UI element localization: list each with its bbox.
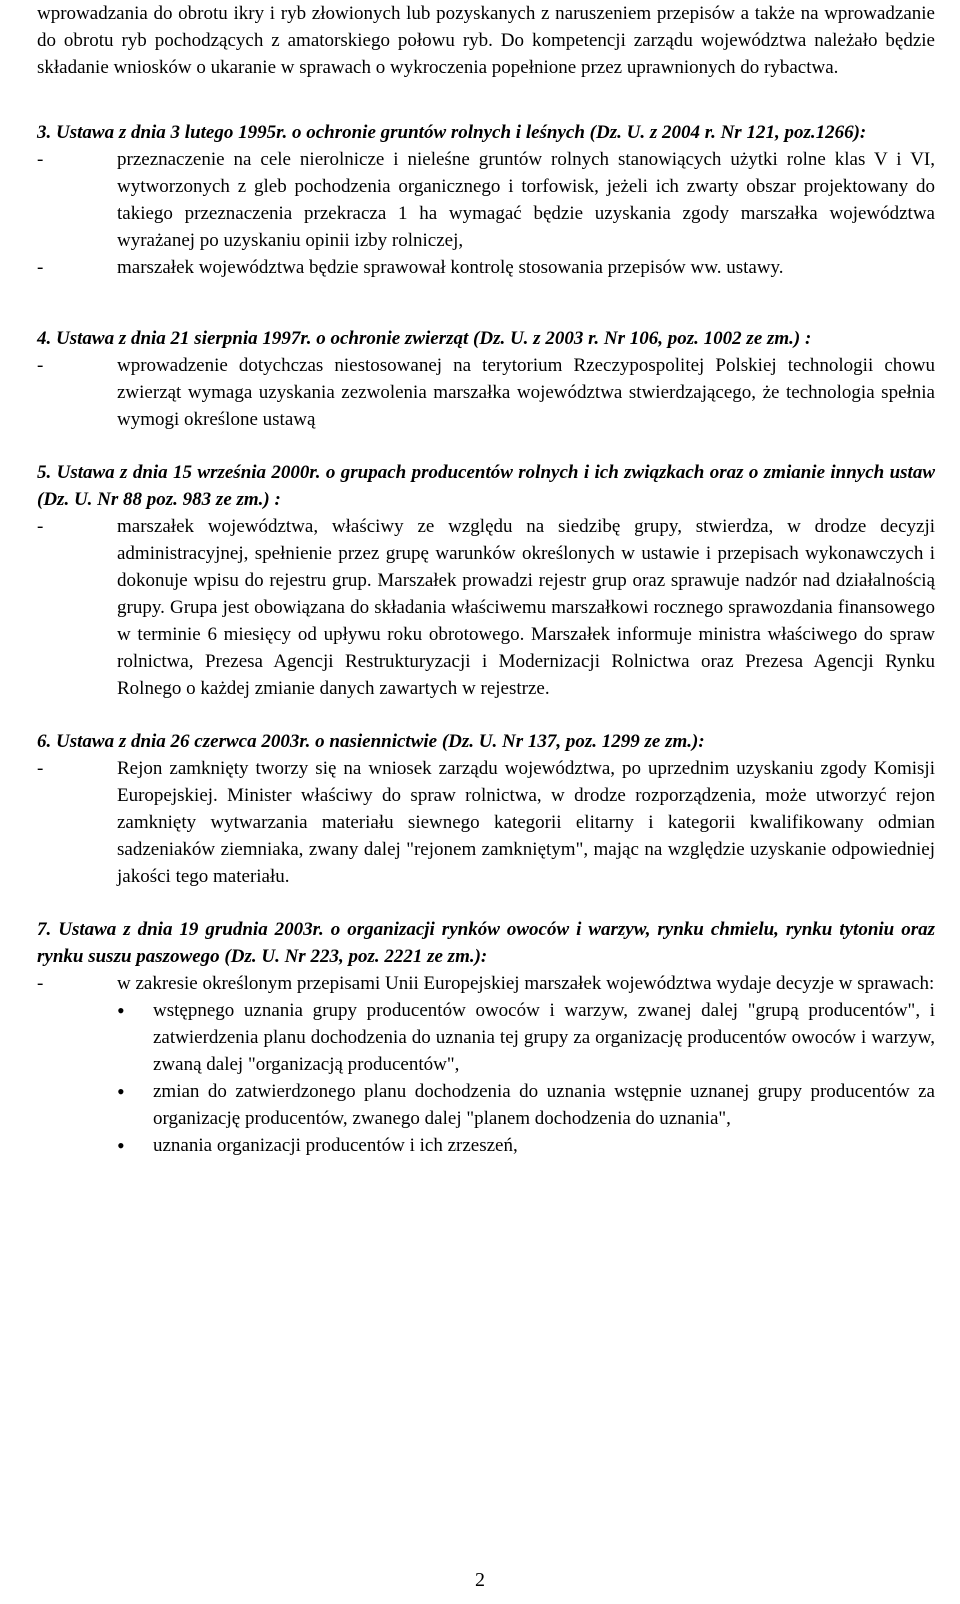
dash-marker: - (37, 257, 44, 278)
section-3-heading: 3. Ustawa z dnia 3 lutego 1995r. o ochronie gruntów rolnych i leśnych (Dz. U. z 2004 r. Nr 121, poz.1266): (37, 122, 867, 143)
section-5-heading: 5. Ustawa z dnia 15 września 2000r. o grupach producentów rolnych i ich związkach oraz o zmianie innych ustaw (Dz. U. Nr 88 poz. 983 ze zm.) : (37, 462, 935, 510)
list-item-text: w zakresie określonym przepisami Unii Europejskiej marszałek województwa wydaje decyzje w sprawach: (117, 973, 935, 994)
list-item (37, 254, 935, 281)
section-5 (37, 459, 935, 702)
bullet-marker: • (117, 1133, 125, 1158)
section-3 (37, 119, 935, 281)
list-item-text: przeznaczenie na cele nierolnicze i nieleśne gruntów rolnych stanowiących użytki rolne klas V i VI, wytworzonych z gleb pochodzenia organicznego i torfowisk, jeżeli ich zwarty obszar projektowany do takiego przeznaczenia przekracza 1 ha wymagać będzie uzyskania zgody marszałka województwa wyrażanej po uzyskaniu opinii izby rolniczej, (117, 149, 935, 251)
bullet-item-text: zmian do zatwierdzonego planu dochodzenia do uznania wstępnie uznanej grupy producentów za organizację producentów, zwanego dalej "planem dochodzenia do uznania", (153, 1081, 935, 1129)
list-item (37, 146, 935, 254)
list-item-text: marszałek województwa, właściwy ze względu na siedzibę grupy, stwierdza, w drodze decyzji administracyjnej, spełnienie przez grupę warunków określonych w ustawie i przepisach wykonawczych i dokonuje wpisu do rejestru grup. Marszałek prowadzi rejestr grup oraz sprawuje nadzór nad działalnością grupy. Grupa jest obowiązana do składania właściwemu marszałkowi rocznego sprawozdania finansowego w terminie 6 miesięcy od upływu roku obrotowego. Marszałek informuje ministra właściwego do spraw rolnictwa, Prezesa Agencji Restrukturyzacji i Modernizacji Rolnictwa oraz Prezesa Agencji Rynku Rolnego o każdej zmianie danych zawartych w rejestrze. (117, 516, 935, 699)
dash-marker: - (37, 355, 44, 376)
intro-paragraph: wprowadzania do obrotu ikry i ryb złowionych lub pozyskanych z naruszeniem przepisów a także na wprowadzanie do obrotu ryb pochodzących z amatorskiego połowu ryb. Do kompetencji zarządu województwa należało będzie składanie wniosków o ukaranie w sprawach o wykroczenia popełnione przez uprawnionych do rybactwa. (37, 3, 935, 78)
bullet-item-text: wstępnego uznania grupy producentów owoców i warzyw, zwanej dalej "grupą producentów", i zatwierdzenia planu dochodzenia do uznania tej grupy za organizację producentów owoców i warzyw, zwaną dalej "organizacją producentów", (153, 1000, 935, 1075)
list-item-text: wprowadzenie dotychczas niestosowanej na terytorium Rzeczypospolitej Polskiej technologii chowu zwierząt wymaga uzyskania zezwolenia marszałka województwa stwierdzającego, że technologia spełnia wymogi określone ustawą (117, 355, 935, 430)
section-7 (37, 916, 935, 1159)
list-item-text: marszałek województwa będzie sprawował kontrolę stosowania przepisów ww. ustawy. (117, 257, 784, 278)
bullet-marker: • (117, 1079, 125, 1104)
section-4 (37, 325, 935, 433)
section-6-heading: 6. Ustawa z dnia 26 czerwca 2003r. o nasiennictwie (Dz. U. Nr 137, poz. 1299 ze zm.): (37, 731, 705, 752)
dash-marker: - (37, 149, 44, 170)
dash-marker: - (37, 973, 44, 994)
dash-marker: - (37, 516, 44, 537)
bullet-marker: • (117, 998, 125, 1023)
bullet-item (37, 1078, 935, 1132)
list-item (37, 513, 935, 702)
list-item-text: Rejon zamknięty tworzy się na wniosek zarządu województwa, po uprzednim uzyskaniu zgody Komisji Europejskiej. Minister właściwy do spraw rolnictwa, w drodze rozporządzenia, może utworzyć rejon zamknięty wytwarzania materiału siewnego kategorii elitarny i kategorii kwalifikowany odmian sadzeniaków ziemniaka, zwany dalej "rejonem zamkniętym", mając na względzie uzyskanie odpowiedniej jakości tego materiału. (117, 758, 935, 887)
bullet-item (37, 1132, 935, 1159)
list-item (37, 352, 935, 433)
page-number: 2 (475, 1569, 485, 1591)
section-6 (37, 728, 935, 890)
section-4-heading: 4. Ustawa z dnia 21 sierpnia 1997r. o ochronie zwierząt (Dz. U. z 2003 r. Nr 106, poz. 1002 ze zm.) : (37, 328, 812, 349)
section-7-heading: 7. Ustawa z dnia 19 grudnia 2003r. o organizacji rynków owoców i warzyw, rynku chmielu, rynku tytoniu oraz rynku suszu paszowego (Dz. U. Nr 223, poz. 2221 ze zm.): (37, 919, 935, 967)
dash-marker: - (37, 758, 44, 779)
bullet-item-text: uznania organizacji producentów i ich zrzeszeń, (153, 1135, 518, 1156)
list-item (37, 755, 935, 890)
document-page (37, 0, 935, 1159)
bullet-item (37, 997, 935, 1078)
list-item (37, 970, 935, 997)
